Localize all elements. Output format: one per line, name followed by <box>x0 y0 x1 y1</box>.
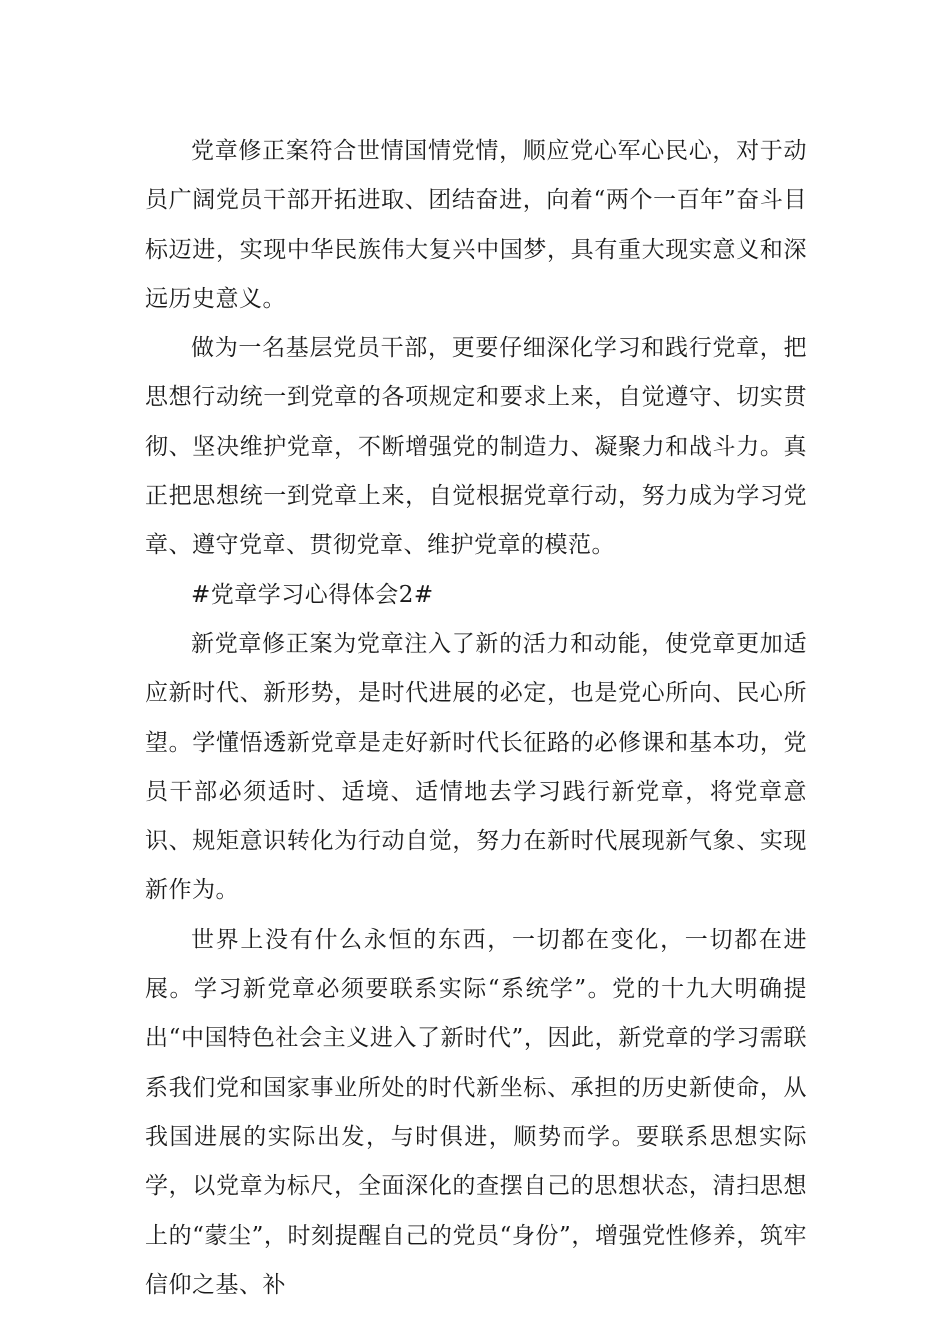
section-heading: #党章学习心得体会2# <box>191 581 434 608</box>
paragraph-3: 新党章修正案为党章注入了新的活力和动能，使党章更加适应新时代、新形势，是时代进展的必定，也是党心所向、民心所望。学懂悟透新党章是走好新时代长征路的必修课和基本功，党员干部必须适时、适境、适情地去学习践行新党章，将党章意识、规矩意识转化为行动自觉，努力在新时代展现新气象、实现新作为。 <box>145 630 807 904</box>
paragraph-2: 做为一名基层党员干部，更要仔细深化学习和践行党章，把思想行动统一到党章的各项规定和要求上来，自觉遵守、切实贯彻、坚决维护党章，不断增强党的制造力、凝聚力和战斗力。真正把思想统一到党章上来，自觉根据党章行动，努力成为学习党章、遵守党章、贯彻党章、维护党章的模范。 <box>145 335 807 559</box>
paragraph-1: 党章修正案符合世情国情党情，顺应党心军心民心，对于动员广阔党员干部开拓进取、团结奋进，向着“两个一百年”奋斗目标迈进，实现中华民族伟大复兴中国梦，具有重大现实意义和深远历史意义。 <box>145 138 807 312</box>
document-body <box>145 127 807 1310</box>
paragraph-4: 世界上没有什么永恒的东西，一切都在变化，一切都在进展。学习新党章必须要联系实际“系统学”。党的十九大明确提出“中国特色社会主义进入了新时代”，因此，新党章的学习需联系我们党和国家事业所处的时代新坐标、承担的历史新使命，从我国进展的实际出发，与时俱进，顺势而学。要联系思想实际学，以党章为标尺，全面深化的查摆自己的思想状态，清扫思想上的“蒙尘”，时刻提醒自己的党员“身份”，增强党性修养，筑牢信仰之基、补 <box>145 926 807 1298</box>
